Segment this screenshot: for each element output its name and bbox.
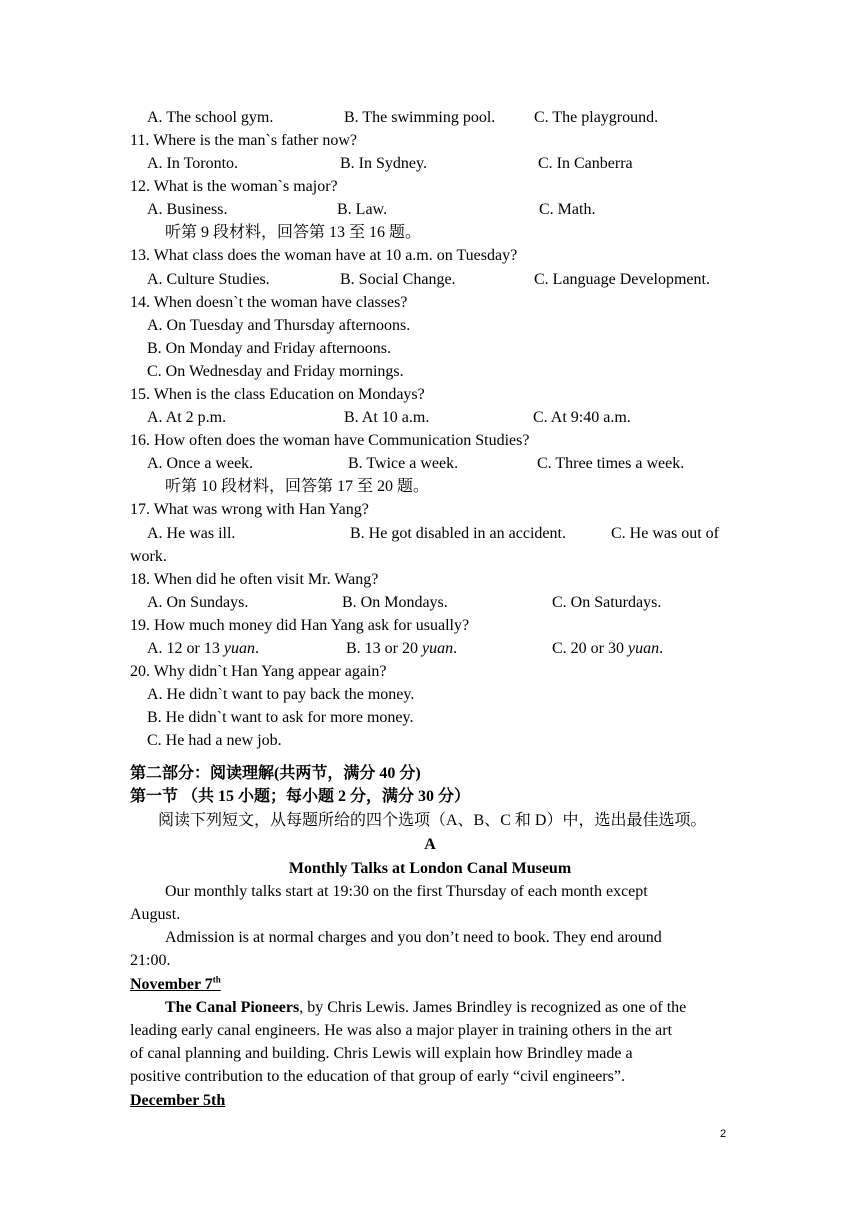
q18-option-a: A. On Sundays. [147, 594, 249, 611]
talk-1-line-1: The Canal Pioneers, by Chris Lewis. James Brindley is recognized as one of the [165, 999, 687, 1016]
page-number: 2 [720, 1128, 727, 1140]
q19-option-a: A. 12 or 13 yuan. [147, 640, 259, 657]
reading-instructions: 阅读下列短文，从每题所给的四个选项（A、B、C 和 D）中，选出最佳选项。 [158, 812, 707, 829]
q13-option-a: A. Culture Studies. [147, 271, 270, 288]
q13-stem: 13. What class does the woman have at 10 a.m. on Tuesday? [130, 247, 518, 264]
q17-option-c: C. He was out of [611, 525, 719, 542]
talk-1-line-2: leading early canal engineers. He was also a major player in training others in the art [130, 1022, 673, 1039]
q14-option-b: B. On Monday and Friday afternoons. [147, 340, 391, 357]
november-heading: November 7th [130, 974, 221, 993]
talk-1-title: The Canal Pioneers [165, 999, 300, 1016]
q10-option-a: A. The school gym. [147, 109, 274, 126]
q13-option-c: C. Language Development. [534, 271, 710, 288]
q19-option-b: B. 13 or 20 yuan. [346, 640, 458, 657]
q11-option-a: A. In Toronto. [147, 155, 239, 172]
q17-option-c-continued: work. [130, 548, 167, 565]
q17-stem: 17. What was wrong with Han Yang? [130, 501, 369, 518]
paragraph-2-line-2: 21:00. [130, 952, 171, 969]
q11-option-c: C. In Canberra [538, 155, 633, 172]
q12-option-a: A. Business. [147, 201, 228, 218]
q14-option-c: C. On Wednesday and Friday mornings. [147, 363, 404, 380]
q11-option-b: B. In Sydney. [340, 155, 427, 172]
passage-letter: A [424, 836, 436, 853]
q10-option-b: B. The swimming pool. [344, 109, 496, 126]
q15-option-b: B. At 10 a.m. [344, 409, 430, 426]
q18-stem: 18. When did he often visit Mr. Wang? [130, 571, 379, 588]
q16-option-c: C. Three times a week. [537, 455, 685, 472]
q16-stem: 16. How often does the woman have Communication Studies? [130, 432, 530, 449]
q16-option-b: B. Twice a week. [348, 455, 459, 472]
q12-option-c: C. Math. [539, 201, 596, 218]
q20-option-c: C. He had a new job. [147, 732, 282, 749]
q17-option-b: B. He got disabled in an accident. [350, 525, 566, 542]
q13-option-b: B. Social Change. [340, 271, 456, 288]
q14-stem: 14. When doesn`t the woman have classes? [130, 294, 408, 311]
q15-stem: 15. When is the class Education on Mondays? [130, 386, 425, 403]
q11-stem: 11. Where is the man`s father now? [130, 132, 358, 149]
december-heading: December 5th [130, 1092, 226, 1109]
q10-option-c: C. The playground. [534, 109, 659, 126]
talk-1-line-4: positive contribution to the education of that group of early “civil engineers”. [130, 1068, 625, 1085]
q17-option-a: A. He was ill. [147, 525, 236, 542]
section-one-title: 第一节 （共 15 小题；每小题 2 分，满分 30 分） [130, 788, 471, 805]
part-two-title: 第二部分：阅读理解(共两节，满分 40 分) [130, 765, 421, 782]
q19-stem: 19. How much money did Han Yang ask for usually? [130, 617, 470, 634]
q20-option-b: B. He didn`t want to ask for more money. [147, 709, 414, 726]
q12-stem: 12. What is the woman`s major? [130, 178, 338, 195]
q14-option-a: A. On Tuesday and Thursday afternoons. [147, 317, 411, 334]
q20-stem: 20. Why didn`t Han Yang appear again? [130, 663, 387, 680]
paragraph-1-line-1: Our monthly talks start at 19:30 on the first Thursday of each month except [165, 883, 648, 900]
q12-option-b: B. Law. [337, 201, 388, 218]
q19-option-c: C. 20 or 30 yuan. [552, 640, 664, 657]
section-10-instruction: 听第 10 段材料，回答第 17 至 20 题。 [165, 478, 430, 495]
q20-option-a: A. He didn`t want to pay back the money. [147, 686, 415, 703]
paragraph-1-line-2: August. [130, 906, 181, 923]
paragraph-2-line-1: Admission is at normal charges and you don’t need to book. They end around [165, 929, 662, 946]
passage-title: Monthly Talks at London Canal Museum [288, 860, 572, 877]
q18-option-c: C. On Saturdays. [552, 594, 662, 611]
section-9-instruction: 听第 9 段材料，回答第 13 至 16 题。 [165, 224, 422, 241]
q15-option-a: A. At 2 p.m. [147, 409, 227, 426]
q16-option-a: A. Once a week. [147, 455, 254, 472]
q18-option-b: B. On Mondays. [342, 594, 448, 611]
talk-1-line-3: of canal planning and building. Chris Lewis will explain how Brindley made a [130, 1045, 633, 1062]
q15-option-c: C. At 9:40 a.m. [533, 409, 631, 426]
